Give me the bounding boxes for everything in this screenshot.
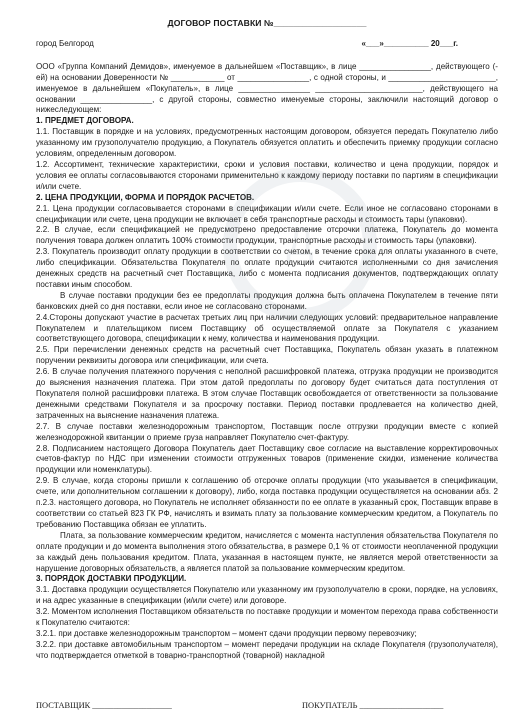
contract-paragraph: Плата, за пользование коммерческим кредитом, начисляется с момента наступления обязательства Покупателя по оплате продукции и до момента выполнения этого обязательства, в размере 0,1 % от стоимости неоплаченной продукции за каждый день пользования кредитом. Плата, указанная в настоящем пункте, не является мерой ответственности за нарушение договорных обязательств, а является платой за пользование коммерческим кредитом. [36, 530, 498, 573]
section-heading: 3. ПОРЯДОК ДОСТАВКИ ПРОДУКЦИИ. [36, 574, 187, 584]
contract-paragraph: 2.9. В случае, когда стороны пришли к соглашению об отсрочке оплаты продукции (что указывается в спецификации, счете, или дополнительном соглашении к договору), либо, когда поставка продукции осуществляется на основании абз. 2 п.2.3. настоящего договора, но Покупатель не исполняет обязанности по ее оплате в указанный срок, Поставщик вправе в соответствии со статьей 823 ГК РФ, начислять и взимать плату за пользование коммерческим кредитом, а Покупатель по требованию Поставщика обязан ее уплатить. [36, 476, 498, 529]
city: город Белгород [36, 38, 94, 48]
document-title: ДОГОВОР ПОСТАВКИ №___________________ [167, 18, 367, 28]
svg-text:Д: Д [286, 220, 314, 264]
contract-paragraph: В случае поставки продукции без ее предоплаты продукция должна быть оплачена Покупателем в течение пяти банковских дней со дня поставки, если иное не согласовано сторонами. [36, 290, 498, 311]
signature-line [36, 701, 498, 710]
buyer-signature: ПОКУПАТЕЛЬ ____________________ [302, 701, 444, 710]
contract-body [36, 62, 498, 662]
contract-paragraph: 1.2. Ассортимент, технические характеристики, сроки и условия поставки, количество и цена продукции, порядок и условия ее оплаты согласовываются сторонами применительно к каждому периоду поставки по партиям в спецификации и/или счете. [36, 159, 498, 191]
section-heading: 1. ПРЕДМЕТ ДОГОВОРА. [36, 116, 134, 126]
contract-paragraph: 2.7. В случае поставки железнодорожным транспортом, Поставщик после отгрузки продукции вместе с копией железнодорожной квитанции о приеме груза направляет Покупателю счет-фактуру. [36, 421, 498, 442]
contract-paragraph: 2.5. При перечислении денежных средств на расчетный счет Поставщика, Покупатель обязан указать в платежном поручении реквизиты договора или спецификации, или счета. [36, 345, 498, 366]
section-heading: 2. ЦЕНА ПРОДУКЦИИ, ФОРМА И ПОРЯДОК РАСЧЕТОВ. [36, 192, 255, 202]
contract-paragraph: 2.8. Подписанием настоящего Договора Покупатель дает Поставщику свое согласие на выставление корректировочных счетов-фактур по НДС при изменении стоимости отгруженных товаров (применение скидки, изменение количества продукции или номенклатуры). [36, 443, 498, 475]
contract-paragraph: 2.1. Цена продукции согласовывается сторонами в спецификации и/или счете. Если иное не согласовано сторонами в спецификации или счете, цена продукции не включает в себя транспортные расходы и стоимость тары (упаковки). [36, 203, 498, 224]
contract-paragraph: 3.1. Доставка продукции осуществляется Покупателю или указанному им грузополучателю в сроки, порядке, на условиях, и на адрес указанные в спецификации (и/или счете) или договоре. [36, 585, 498, 606]
contract-paragraph: ООО «Группа Компаний Демидов», именуемое в дальнейшем «Поставщик», в лице ________________, действующего (-ей) на основании Доверенности № ____________ от ________________, с одной стороны, и ________________________, именуемое в дальнейшем «Покупатель», в лице ________________ ________________________, действующего на основании ________________, с другой стороны, совместно именуемые стороны, заключили настоящий договор о нижеследующем: [36, 61, 498, 115]
contract-paragraph: 2.2. В случае, если спецификацией не предусмотрено предоставление отсрочки платежа, Покупатель до момента получения товара должен оплатить 100% стоимости продукции, транспортные расходы и стоимость тары (упаковки). [36, 225, 498, 246]
supplier-signature: ПОСТАВЩИК ___________________ [36, 701, 172, 710]
contract-date: «___»__________ 20___г. [361, 38, 458, 48]
contract-paragraph: 3.2. Моментом исполнения Поставщиком обязательств по поставке продукции и моментом перехода права собственности к Покупателю считаются: [36, 607, 498, 628]
contract-paragraph: 2.6. В случае получения платежного поручения с неполной расшифровкой платежа, отгрузка продукции не производится до выяснения назначения платежа. При этом датой предоплаты по договору будет считаться дата поступления от Покупателя полной расшифровки платежа. В этом случае Поставщик освобождается от ответственности за пользование денежными средствами Покупателя и за просрочку поставки. Период поставки продлевается на количество дней, затраченных на выяснение назначения платежа. [36, 367, 498, 420]
city-date-line [36, 39, 498, 50]
contract-paragraph: 3.2.2. при доставке автомобильным транспортом – момент передачи продукции на складе Покупателя (грузополучателя), что подтверждается отметкой в товарно-транспортной (товарной) накладной [36, 639, 498, 660]
contract-paragraph: 2.4.Стороны допускают участие в расчетах третьих лиц при наличии следующих условий: предварительное направление Покупателем и плательщиком писем Поставщику об осуществляемой оплате за Покупателя с указанием соответствующего договора, спецификации к нему, количества и наименования продукции. [36, 312, 498, 344]
contract-paragraph: 2.3. Покупатель производит оплату продукции в соответствии со счетом, в течение срока для оплаты указанного в счете, либо спецификации. Обязательства Покупателя по оплате продукции считаются исполненными со дня зачисления денежных средств на расчетный счет Поставщика, либо с момента подписания документов, подтверждающих оплату поставки иным способом. [36, 247, 498, 289]
contract-paragraph: 1.1. Поставщик в порядке и на условиях, предусмотренных настоящим договором, обязуется передать Покупателю либо указанному им грузополучателю продукцию, а Покупатель обязуется оплатить и обеспечить приемку продукции согласно условиям, определенным договором. [36, 127, 498, 159]
contract-paragraph: 3.2.1. при доставке железнодорожным транспортом – момент сдачи продукции первому перевозчику; [36, 628, 417, 638]
